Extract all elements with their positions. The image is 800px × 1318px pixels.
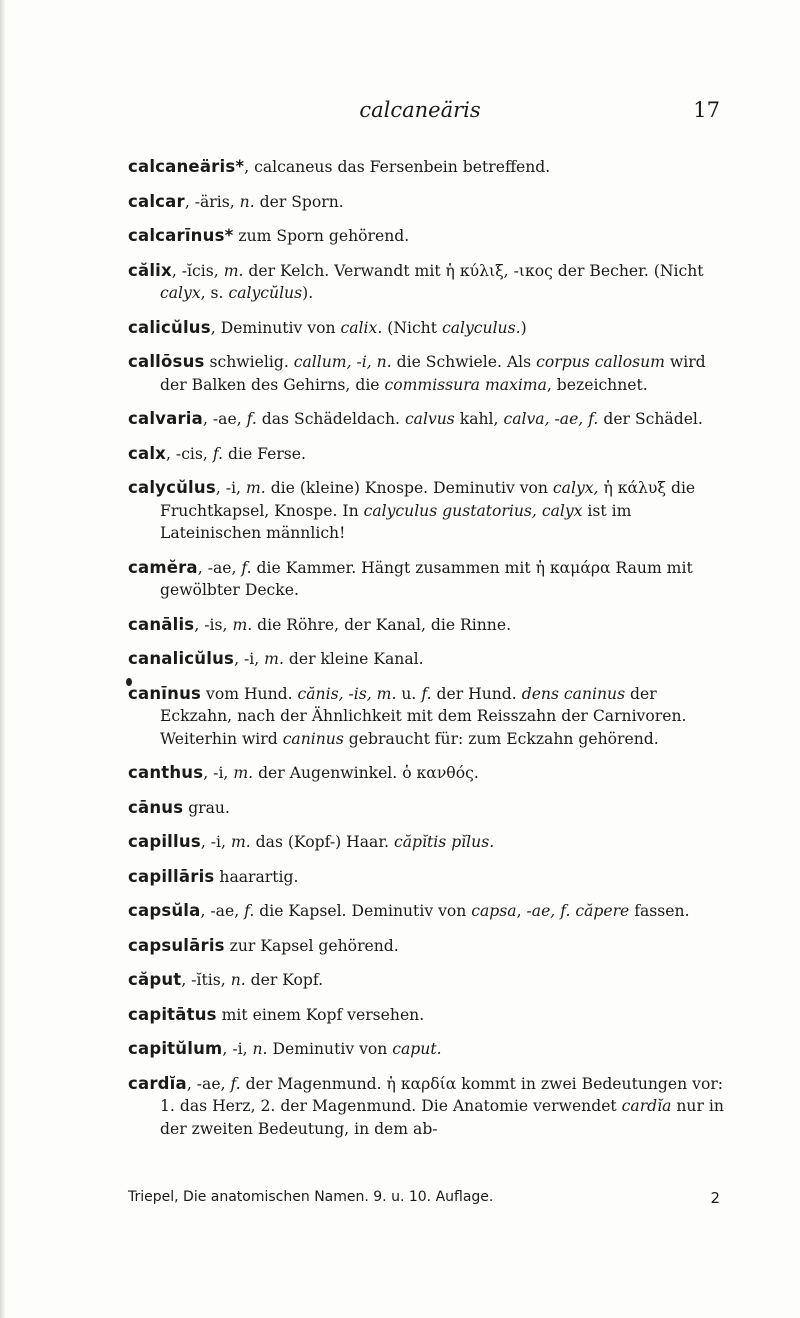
entry-text: die Röhre, der Kanal, die Rinne. <box>252 615 512 634</box>
entry-italic-term: calycŭlus <box>228 284 303 302</box>
entry-italic-term: f. <box>241 558 252 577</box>
dictionary-entry <box>128 351 728 396</box>
entry-text: , s. <box>200 284 229 302</box>
entry-headword: calycŭlus <box>128 478 216 497</box>
entry-text: das (Kopf-) Haar. <box>250 833 394 851</box>
entry-headword: capitātus <box>128 1004 217 1024</box>
entry-text: , -ae, <box>186 1074 231 1093</box>
entry-text: , -i, <box>222 1040 253 1058</box>
entry-text: kahl, <box>454 410 504 428</box>
entry-list <box>128 156 728 1152</box>
entry-text: ) <box>520 318 527 337</box>
entry-text: nur in der zweiten Bedeutung, in dem ab- <box>160 1097 724 1138</box>
entry-italic-term: cănis, -is, m. <box>297 684 397 703</box>
entry-italic-term: f. <box>212 444 224 463</box>
entry-text: vom Hund. <box>201 684 298 703</box>
dictionary-entry <box>128 900 728 923</box>
entry-text: die Kammer. Hängt zusammen mit ἡ καμάρα Raum mit gewölbter Decke. <box>160 558 693 599</box>
entry-italic-term: f. <box>230 1074 241 1093</box>
entry-italic-term: m. <box>232 615 253 634</box>
entry-text: ἡ κάλυξ die Fruchtkapsel, Knospe. In <box>160 479 696 520</box>
entry-text: , -ae, <box>200 902 245 920</box>
entry-text: die Schwiele. Als <box>391 353 537 371</box>
dictionary-entry <box>128 1038 728 1061</box>
dictionary-entry <box>128 935 728 958</box>
entry-text: , -i, <box>234 650 265 668</box>
entry-headword: camĕra <box>128 557 198 577</box>
entry-italic-term: căpĭtis pĭlus. <box>393 833 495 851</box>
entry-text: (Nicht <box>382 318 442 337</box>
entry-italic-term: commissura maxima <box>384 375 547 394</box>
entry-text: ist im Lateinischen männlich! <box>160 501 632 542</box>
entry-text: der Kelch. Verwandt mit ἡ κύλιξ, -ικος der Becher. (Nicht <box>243 261 704 280</box>
entry-text: der kleine Kanal. <box>283 650 424 668</box>
entry-text: fassen. <box>629 902 690 920</box>
entry-headword: calx <box>128 443 167 463</box>
entry-text: zum Sporn gehörend. <box>233 227 410 245</box>
dictionary-entry <box>128 477 728 545</box>
entry-headword: capitŭlum <box>128 1039 223 1058</box>
entry-headword: călix <box>128 260 172 280</box>
entry-italic-term: -ae, f. căpere <box>526 902 630 920</box>
entry-text: Deminutiv von <box>267 1040 393 1058</box>
entry-italic-term: n. <box>230 971 246 989</box>
entry-headword: calicŭlus <box>128 317 211 337</box>
entry-text: der Eckzahn, nach der Ähnlichkeit mit dem Reisszahn der Carnivoren. Weiterhin wird <box>160 684 687 748</box>
entry-headword: calvaria <box>128 409 203 428</box>
entry-italic-term: calyx <box>160 284 201 302</box>
entry-italic-term: n. <box>239 192 255 211</box>
entry-italic-term: calix. <box>340 318 383 337</box>
dictionary-entry <box>128 762 728 785</box>
entry-text: , bezeichnet. <box>546 375 648 394</box>
entry-italic-term: caput. <box>392 1040 442 1058</box>
dictionary-entry <box>128 156 728 179</box>
entry-headword: calcaneäris* <box>128 157 245 176</box>
entry-headword: capillus <box>128 832 201 851</box>
dictionary-entry <box>128 1073 728 1141</box>
entry-text: haarartig. <box>214 867 299 886</box>
dictionary-entry <box>128 443 728 466</box>
entry-headword: canīnus <box>128 683 202 703</box>
entry-text: der Kopf. <box>245 971 324 989</box>
dictionary-entry <box>128 1004 728 1027</box>
page-footer <box>128 1189 720 1211</box>
page-edge-shadow <box>0 0 6 1318</box>
entry-headword: căput <box>128 970 182 989</box>
entry-italic-term: calva, -ae, f. <box>503 410 599 428</box>
entry-text: zur Kapsel gehörend. <box>224 936 399 955</box>
entry-text: mit einem Kopf versehen. <box>216 1005 425 1024</box>
entry-italic-term: n. <box>252 1040 268 1058</box>
dictionary-entry <box>128 969 728 992</box>
entry-text: die Ferse. <box>223 444 306 463</box>
entry-text: , -i, <box>215 479 246 497</box>
running-head <box>120 98 720 128</box>
entry-italic-term: m. <box>233 764 254 782</box>
dictionary-entry <box>128 866 728 889</box>
entry-text: , -ĭtis, <box>181 971 231 989</box>
entry-text: , -is, <box>194 615 233 634</box>
entry-text: der Sporn. <box>254 192 344 211</box>
entry-text: der Magenmund. ἡ καρδία kommt in zwei Bedeutungen vor: 1. das Herz, 2. der Magenmund. Die Anatomie verwendet <box>160 1074 724 1115</box>
entry-text: , -äris, <box>184 192 240 211</box>
entry-text: grau. <box>183 798 230 817</box>
entry-headword: canthus <box>128 763 204 782</box>
entry-text: , -cis, <box>166 444 213 463</box>
dictionary-entry <box>128 683 728 751</box>
page-number: 17 <box>693 98 720 122</box>
entry-text: ). <box>302 284 314 302</box>
entry-italic-term: calyculus gustatorius, calyx <box>363 501 583 520</box>
entry-text: die Kapsel. Deminutiv von <box>254 902 472 920</box>
dictionary-entry <box>128 614 728 637</box>
entry-text: der Schädel. <box>598 410 703 428</box>
running-head-title: calcaneäris <box>359 98 481 122</box>
entry-text: , -i, <box>203 764 234 782</box>
entry-italic-term: m. <box>245 479 266 497</box>
entry-italic-term: m. <box>223 261 244 280</box>
entry-text: , <box>516 902 527 920</box>
entry-text: wird der Balken des Gehirns, die <box>160 353 706 394</box>
dictionary-entry <box>128 225 728 248</box>
dictionary-entry <box>128 648 728 671</box>
entry-italic-term: callum, -i, n. <box>293 353 392 371</box>
entry-italic-term: calyculus. <box>441 318 521 337</box>
entry-text: schwielig. <box>204 353 294 371</box>
entry-text: der Hund. <box>431 684 522 703</box>
entry-italic-term: m. <box>230 833 251 851</box>
dictionary-entry <box>128 831 728 854</box>
entry-italic-term: calvus <box>404 410 455 428</box>
entry-italic-term: m. <box>264 650 284 668</box>
dictionary-entry <box>128 317 728 340</box>
entry-italic-term: calyx, <box>552 479 599 497</box>
entry-headword: capsŭla <box>128 901 201 920</box>
dictionary-entry <box>128 797 728 820</box>
entry-text: , -i, <box>200 833 231 851</box>
footer-text: Triepel, Die anatomischen Namen. 9. u. 10. Auflage. <box>128 1189 494 1205</box>
entry-headword: cānus <box>128 797 184 817</box>
entry-headword: capsulāris <box>128 935 225 955</box>
entry-headword: canālis <box>128 614 195 634</box>
entry-italic-term: cardĭa <box>621 1097 672 1115</box>
entry-headword: calcar <box>128 191 185 211</box>
entry-text: , calcaneus das Fersenbein betreffend. <box>244 158 551 176</box>
signature-mark: 2 <box>710 1189 720 1207</box>
entry-italic-term: f. <box>421 684 432 703</box>
entry-text: u. <box>396 684 422 703</box>
entry-text: das Schädeldach. <box>256 410 405 428</box>
entry-italic-term: f. <box>244 902 255 920</box>
entry-headword: callōsus <box>128 352 205 371</box>
entry-headword: canalicŭlus <box>128 649 235 668</box>
entry-italic-term: caninus <box>282 729 344 748</box>
entry-italic-term: corpus callosum <box>536 353 665 371</box>
dictionary-entry <box>128 557 728 602</box>
entry-text: der Augenwinkel. ὁ κανθός. <box>253 764 479 782</box>
entry-text: , -ae, <box>197 558 242 577</box>
entry-text: gebraucht für: zum Eckzahn gehörend. <box>343 729 659 748</box>
entry-text: , Deminutiv von <box>210 318 341 337</box>
entry-italic-term: capsa <box>471 902 517 920</box>
dictionary-entry <box>128 408 728 431</box>
dictionary-entry <box>128 260 728 305</box>
entry-text: , -ĭcis, <box>171 261 224 280</box>
entry-italic-term: dens caninus <box>521 684 626 703</box>
entry-headword: capillāris <box>128 866 215 886</box>
dictionary-entry <box>128 191 728 214</box>
entry-headword: calcarīnus* <box>128 226 234 245</box>
entry-text: , -ae, <box>203 410 247 428</box>
entry-text: die (kleine) Knospe. Deminutiv von <box>265 479 553 497</box>
entry-italic-term: f. <box>246 410 257 428</box>
entry-headword: cardĭa <box>128 1073 187 1093</box>
